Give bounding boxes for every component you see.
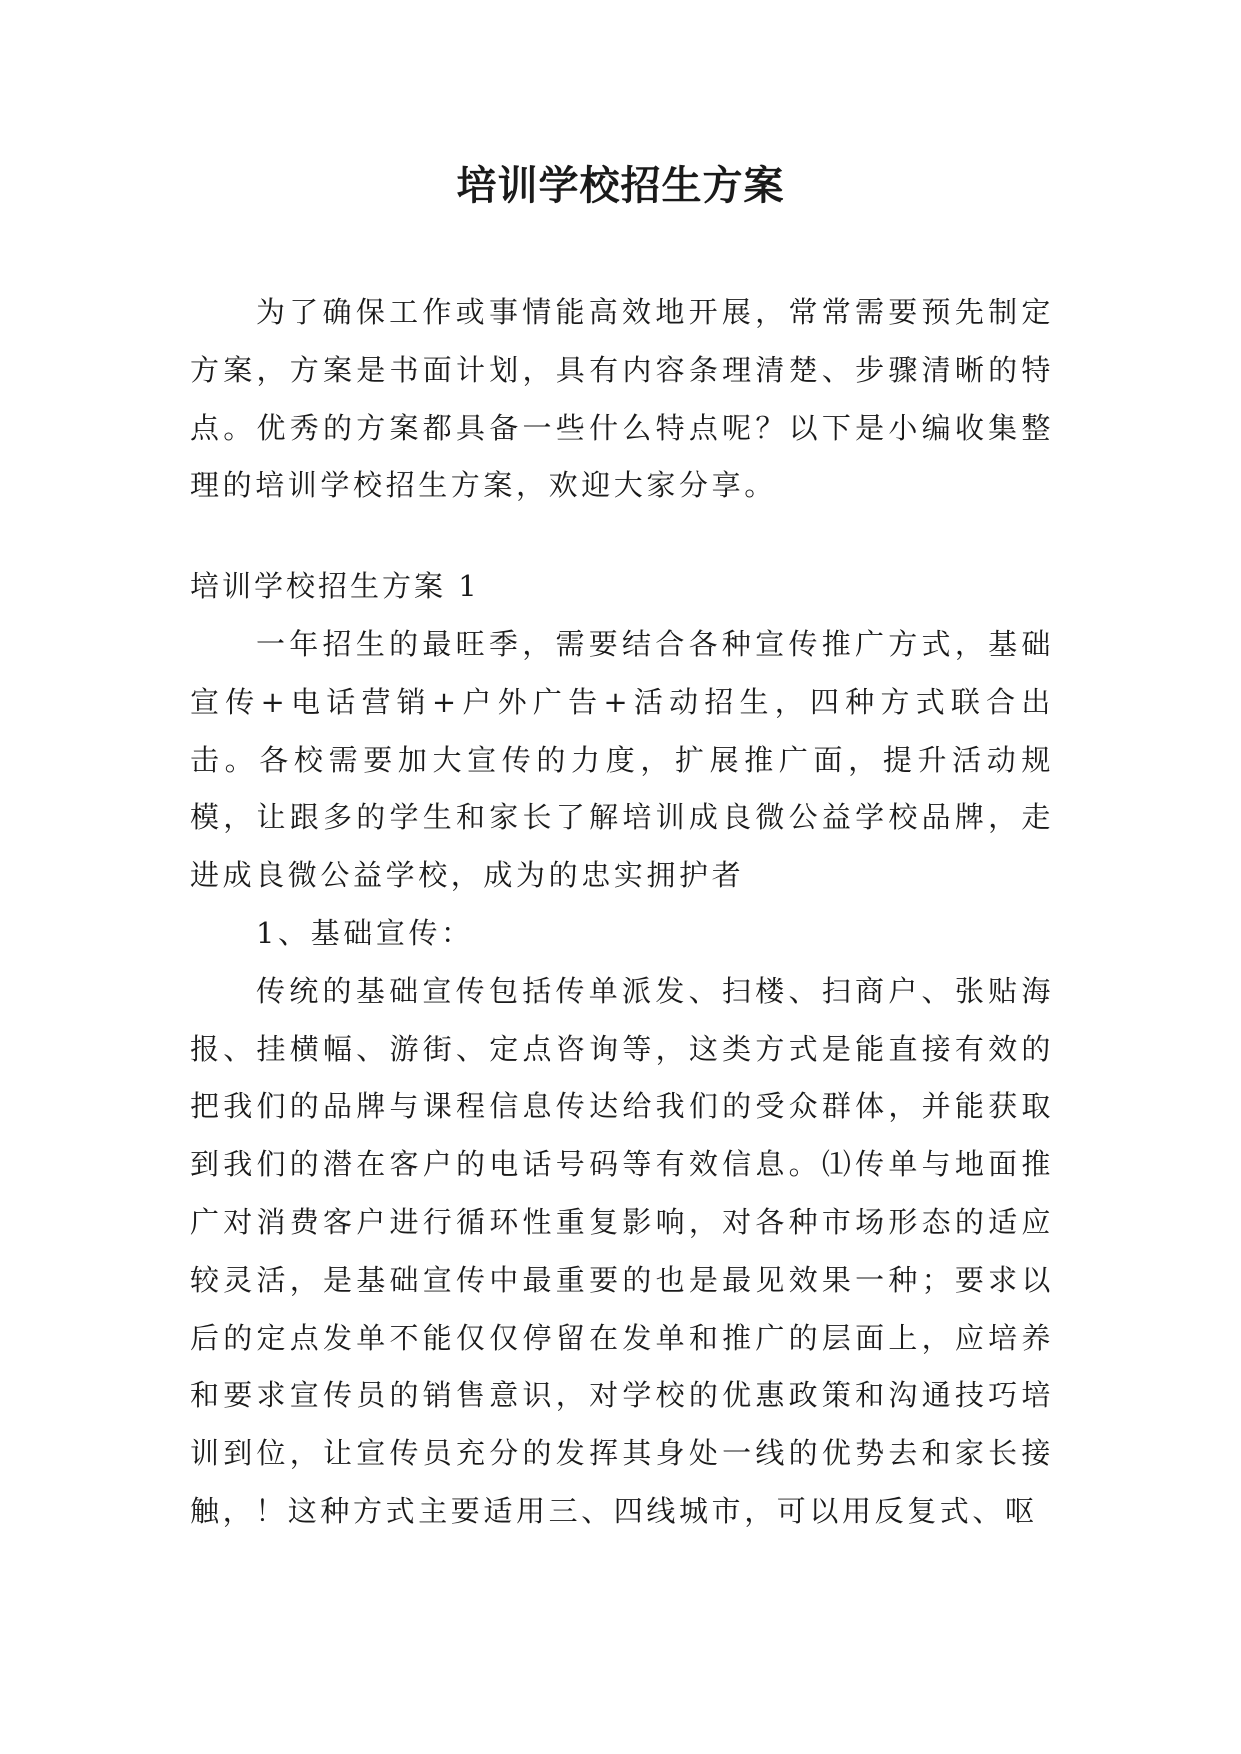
section-heading: 培训学校招生方案 1 <box>190 569 480 604</box>
body-paragraph: 一年招生的最旺季，需要结合各种宣传推广方式，基础宣传+电话营销+户外广告+活动招生，四种方式联合出击。各校需要加大宣传的力度，扩展推广面，提升活动规模，让跟多的学生和家长了解培训成良微公益学校品牌，走进成良微公益学校，成为的忠实拥护者 <box>190 626 1054 893</box>
body-paragraph: 传统的基础宣传包括传单派发、扫楼、扫商户、张贴海报、挂横幅、游街、定点咨询等，这类方式是能直接有效的把我们的品牌与课程信息传达给我们的受众群体，并能获取到我们的潜在客户的电话号码等有效信息。⑴传单与地面推广对消费客户进行循环性重复影响，对各种市场形态的适应较灵活，是基础宣传中最重要的也是最见效果一种；要求以后的定点发单不能仅仅停留在发单和推广的层面上，应培养和要求宣传员的销售意识，对学校的优惠政策和沟通技巧培训到位，让宣传员充分的发挥其身处一线的优势去和家长接触，！这种方式主要适用三、四线城市，可以用反复式、呕 <box>190 973 1054 1528</box>
document-body <box>190 284 1054 1541</box>
subheading-basic-promotion: 1、基础宣传： <box>256 915 474 950</box>
document-title: 培训学校招生方案 <box>456 162 785 209</box>
intro-paragraph: 为了确保工作或事情能高效地开展，常常需要预先制定方案，方案是书面计划，具有内容条理清楚、步骤清晰的特点。优秀的方案都具备一些什么特点呢？以下是小编收集整理的培训学校招生方案，欢迎大家分享。 <box>190 295 1054 503</box>
